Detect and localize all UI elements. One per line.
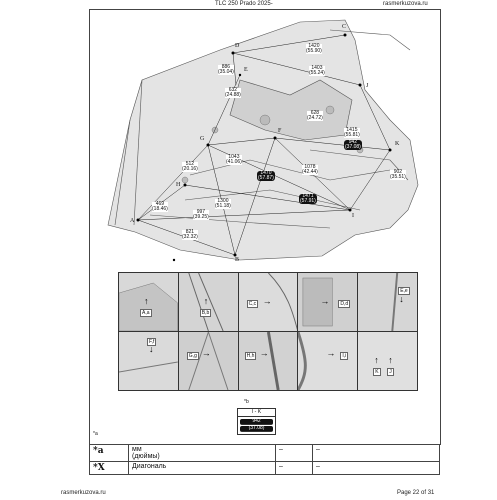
dim-label: 1415 (55.81) [344, 127, 360, 138]
dim-label-highlight: 1471 (57.91) [300, 193, 316, 204]
dim-label: 1420 (55.90) [306, 43, 322, 54]
point-label-c: C [342, 24, 347, 30]
point-label-f: F [278, 128, 282, 134]
point-label-h: H [176, 182, 181, 188]
thumb-c: C,c → [239, 273, 298, 331]
thumb-a: ↑ A,a [119, 273, 178, 331]
detail-thumbnails [118, 272, 418, 391]
table-row [90, 445, 440, 462]
legend-symbol: *a [90, 445, 129, 462]
footer-site: rasmerkuzova.ru [61, 490, 106, 496]
dim-label: 512 (20.16) [182, 161, 198, 172]
point-label-k: K [395, 141, 400, 147]
point-label-e: E [244, 67, 248, 73]
point-label-b: B [235, 257, 240, 263]
dim-label: 886 (35.04) [218, 64, 234, 75]
legend-box [237, 408, 276, 435]
header-title: TLC 250 Prado 2025- [215, 1, 273, 7]
legend-table [89, 444, 440, 475]
dim-label: 632 (24.88) [225, 87, 241, 98]
point-label-j: J [366, 83, 369, 89]
legend-symbol: *X [90, 462, 129, 475]
dim-label: 469 (18.46) [152, 201, 168, 212]
point-label-d: D [235, 43, 240, 49]
dim-label: 997 (39.25) [193, 209, 209, 220]
legend-mark-a: *a [93, 431, 98, 437]
thumb-e: E,e ↓ [358, 273, 417, 331]
dim-label: 821 (32.32) [182, 229, 198, 240]
thumb-jk: ↑ ↑ K J [358, 332, 417, 390]
legend-desc: мм (дюймы) [129, 445, 276, 462]
header-site: rasmerkuzova.ru [383, 1, 428, 7]
body-illustration [90, 10, 440, 272]
dim-label-highlight: 1470 (57.87) [258, 170, 274, 181]
dim-label: 1403 (55.24) [309, 65, 325, 76]
legend-col2: – [276, 445, 313, 462]
legend-desc: Диагональ [129, 462, 276, 475]
dim-label: 902 (35.51) [390, 169, 406, 180]
thumb-h: H,h → [239, 332, 298, 390]
legend-value: 942 [240, 419, 273, 425]
point-label-a: A [130, 218, 135, 224]
thumb-b: ↑ B,b [179, 273, 238, 331]
figure-frame [89, 9, 441, 445]
dim-label: 1078 (42.44) [302, 164, 318, 175]
thumb-i: → I,i [298, 332, 357, 390]
dim-label: 1300 (51.18) [215, 198, 231, 209]
thumb-d: → D,d [298, 273, 357, 331]
dim-label-highlight: 942 (37.08) [345, 139, 361, 150]
thumb-f: F,f ↓ [119, 332, 178, 390]
footer-page: Page 22 of 31 [397, 490, 435, 496]
dim-label: 1043 (41.06) [226, 154, 242, 165]
legend-inch: (37.08) [240, 426, 273, 432]
legend-col3: – [313, 462, 440, 475]
body-diagram [90, 10, 440, 272]
legend-row-points: I - K [238, 409, 275, 417]
legend-mark-b: *b [244, 399, 249, 405]
legend-col3: – [313, 445, 440, 462]
dim-label: 628 (24.72) [307, 110, 323, 121]
thumb-g: G,g → [179, 332, 238, 390]
table-row [90, 462, 440, 475]
legend-col2: – [276, 462, 313, 475]
point-label-g: G [200, 136, 205, 142]
point-label-i: I [352, 213, 354, 219]
